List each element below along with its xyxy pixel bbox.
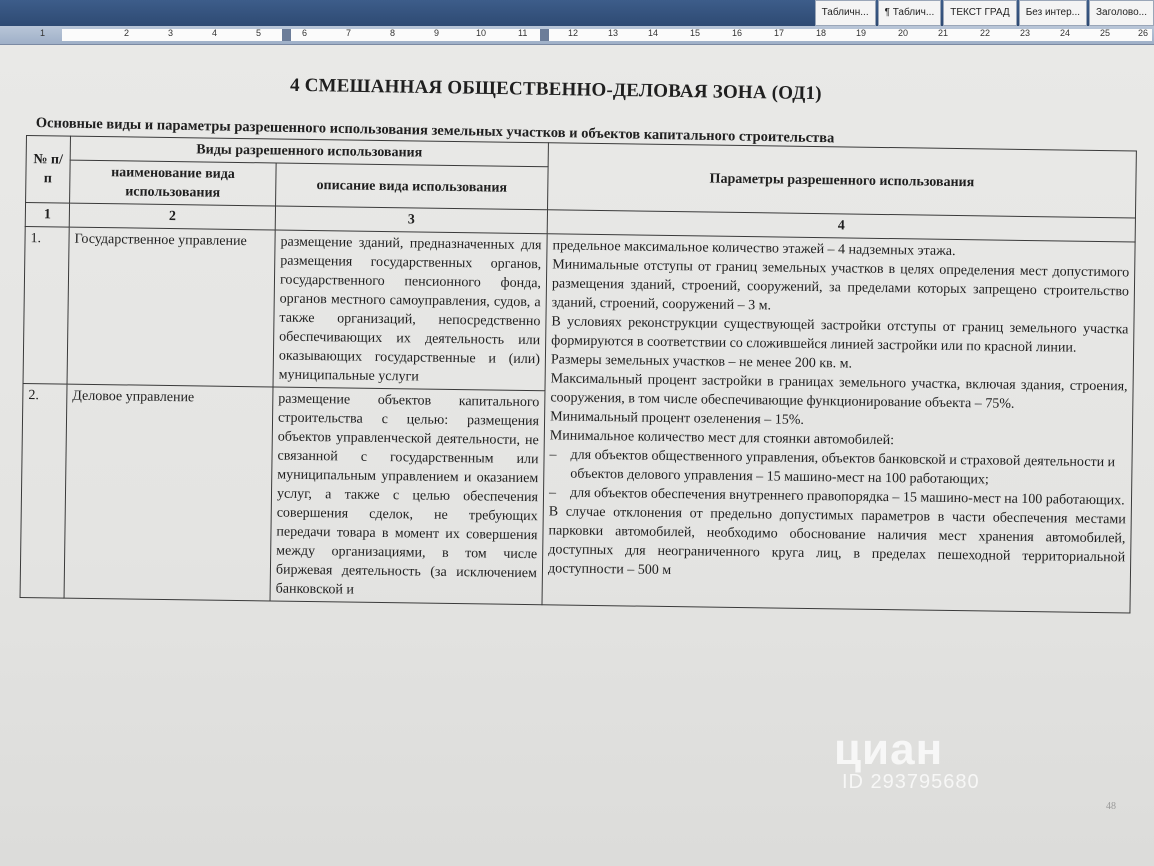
- ruler-indent-marker[interactable]: [282, 29, 291, 41]
- ruler-mark: 15: [690, 28, 701, 38]
- ruler-mark: 3: [168, 28, 174, 38]
- ruler-mark: 25: [1100, 28, 1111, 38]
- ruler-column-marker[interactable]: [540, 29, 549, 41]
- param-list-text: для объектов общественного управления, объектов банковской и страховой деятельности и объектов делового управления – 15 машино-мест на 100 работающих;: [570, 447, 1116, 488]
- index-cell: 2: [69, 203, 275, 230]
- param-text: Размеры земельных участков – не менее 200 кв. м.: [550, 352, 853, 372]
- ruler-mark: 4: [212, 28, 218, 38]
- param-text: предельное максимальное количество этажей – 4 надземных этажа.: [552, 238, 956, 259]
- row-name: Деловое управление: [64, 384, 273, 601]
- header-name: наименование вида использования: [70, 160, 277, 206]
- style-button[interactable]: Заголово...: [1089, 0, 1154, 26]
- row-desc: размещение зданий, предназначенных для размещения государственных органов, государственного пенсионного фонда, органов местного самоуправления, судов, а также организаций, непосредственно обеспечивающих их деятельность или оказывающих государственные и (или) муниципальные услуги: [273, 230, 547, 391]
- row-num: 2.: [20, 383, 67, 598]
- ruler-mark: 1: [40, 28, 46, 38]
- watermark-brand: циан: [834, 725, 944, 774]
- table-caption: Основные виды и параметры разрешенного использования земельных участков и объектов капитального строительства: [35, 115, 835, 147]
- row-desc: размещение объектов капитального строительства с целью: размещения объектов управленческой деятельности, не связанной с государственным или муниципальным управлением и оказанием услуг, а также с целью обеспечения совершения сделок, не требующих передачи товара в момент их совершения между организациями, в том числе биржевая деятельность (за исключением банковской и: [270, 387, 545, 605]
- zoning-table: [20, 135, 1137, 613]
- ruler-mark: 9: [434, 28, 440, 38]
- ruler-mark: 18: [816, 28, 827, 38]
- ruler-mark: 20: [898, 28, 909, 38]
- header-group: Виды разрешенного использования: [70, 136, 548, 167]
- ruler-mark: 16: [732, 28, 743, 38]
- ruler-mark: 5: [256, 28, 262, 38]
- ruler-mark: 26: [1138, 28, 1149, 38]
- ruler-mark: 2: [124, 28, 130, 38]
- header-params: Параметры разрешенного использования: [548, 143, 1137, 218]
- ruler-mark: 24: [1060, 28, 1071, 38]
- style-button[interactable]: Без интер...: [1019, 0, 1087, 26]
- header-desc: описание вида использования: [276, 163, 549, 210]
- row-num: 1.: [23, 226, 69, 384]
- param-text: Максимальный процент застройки в границах земельного участка, включая здания, строения, сооружения, в том числе обеспечивающие функционирование объекта – 75%.: [550, 371, 1128, 412]
- horizontal-ruler[interactable]: [0, 26, 1154, 45]
- watermark-id: ID 293795680: [842, 771, 980, 793]
- ruler-mark: 17: [774, 28, 785, 38]
- ruler-mark: 22: [980, 28, 991, 38]
- ruler-mark: 12: [568, 28, 579, 38]
- document-page[interactable]: [0, 45, 1154, 866]
- table-row: [23, 226, 1135, 398]
- ruler-mark: 7: [346, 28, 352, 38]
- dash-bullet: –: [549, 447, 557, 463]
- param-text: Минимальные отступы от границ земельных участков в целях определения мест допустимого размещения зданий, строений, сооружений, за пределами которых запрещено строительство зданий, строений, сооружений – 3 м.: [551, 257, 1130, 314]
- ruler-mark: 11: [518, 28, 528, 38]
- header-num: № п/п: [26, 136, 71, 204]
- ruler-mark: 23: [1020, 28, 1031, 38]
- row-name: Государственное управление: [67, 227, 275, 387]
- dash-bullet: –: [548, 485, 557, 501]
- style-button[interactable]: ¶ Таблич...: [878, 0, 942, 26]
- param-text: В случае отклонения от предельно допустимых параметров в части обеспечения местами парковки автомобилей, необходимо обоснование наличия мест хранения автомобилей, доступных для неограниченного круга лиц, в пределах пешеходной территориальной доступности – 500 м: [547, 504, 1126, 579]
- section-heading: 4 СМЕШАННАЯ ОБЩЕСТВЕННО-ДЕЛОВАЯ ЗОНА (ОД1): [289, 74, 822, 105]
- index-cell: 4: [547, 210, 1135, 242]
- params-cell: [542, 234, 1135, 613]
- param-list-text: для объектов обеспечения внутреннего правопорядка – 15 машино-мест на 100 работающих.: [569, 485, 1125, 509]
- ruler-mark: 8: [390, 28, 396, 38]
- watermark: [834, 725, 980, 794]
- ruler-mark: 14: [648, 28, 659, 38]
- page-number: 48: [1106, 801, 1116, 812]
- ribbon-toolbar: [0, 0, 1154, 26]
- index-cell: 1: [25, 203, 69, 228]
- index-cell: 3: [275, 206, 547, 234]
- style-button[interactable]: Табличн...: [815, 0, 876, 26]
- ruler-mark: 19: [856, 28, 867, 38]
- ruler-mark: 13: [608, 28, 619, 38]
- style-button[interactable]: ТЕКСТ ГРАД: [943, 0, 1016, 26]
- param-text: Минимальное количество мест для стоянки автомобилей:: [549, 428, 895, 449]
- param-text: Минимальный процент озеленения – 15%.: [550, 409, 805, 428]
- styles-gallery: [815, 0, 1154, 26]
- ruler-mark: 10: [476, 28, 487, 38]
- ruler-mark: 21: [938, 28, 949, 38]
- param-text: В условиях реконструкции существующей застройки отступы от границ земельного участка формируются в соответствии со сложившейся линией застройки или по красной линии.: [551, 314, 1129, 356]
- ruler-mark: 6: [302, 28, 308, 38]
